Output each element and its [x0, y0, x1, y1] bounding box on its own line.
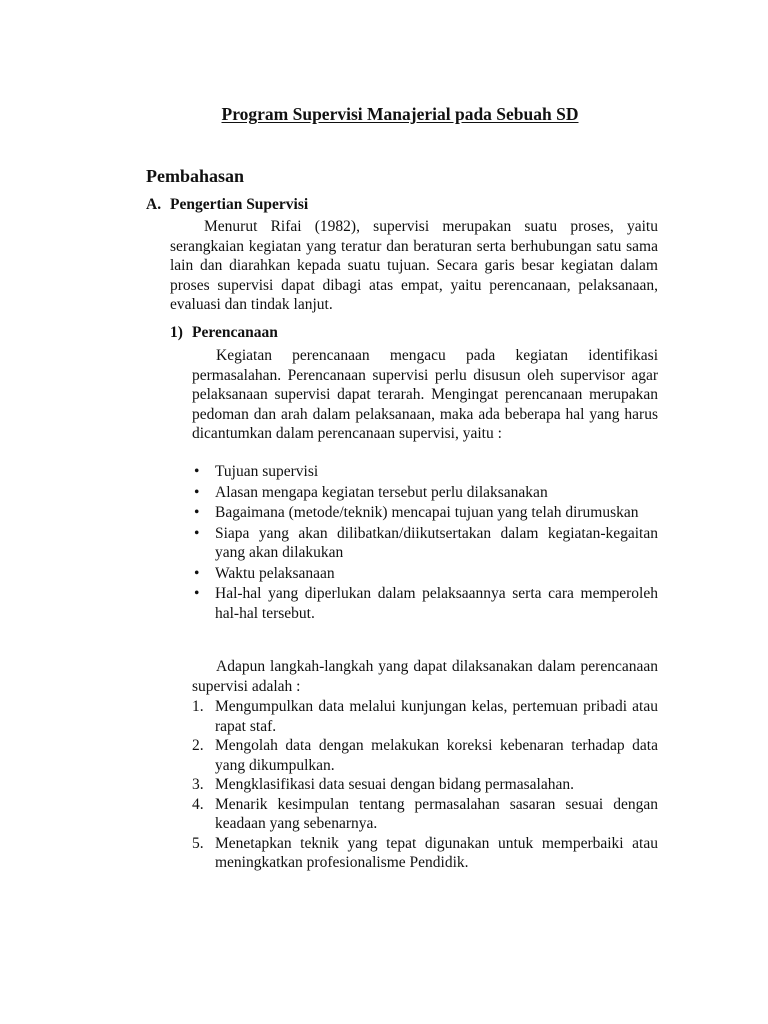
numbered-section-marker: 1)	[170, 324, 183, 341]
list-item	[192, 564, 658, 584]
bullet-icon: •	[194, 463, 200, 480]
list-item	[192, 503, 658, 523]
list-item	[192, 462, 658, 482]
bullet-icon: •	[194, 504, 200, 521]
step-item	[192, 736, 658, 775]
list-item	[192, 584, 658, 623]
numbered-section-heading	[170, 324, 278, 342]
step-text: Mengolah data dengan melakukan koreksi kebenaran terhadap data yang dikumpulkan.	[215, 737, 658, 774]
step-item	[192, 775, 658, 795]
list-item-text: Hal-hal yang diperlukan dalam pelaksaannya serta cara memperoleh hal-hal tersebut.	[215, 585, 658, 622]
document-title: Program Supervisi Manajerial pada Sebuah SD	[221, 104, 579, 124]
step-text: Mengklasifikasi data sesuai dengan bidang permasalahan.	[215, 776, 574, 793]
subsection-title: Pengertian Supervisi	[170, 196, 309, 213]
steps-list	[192, 697, 658, 873]
list-item-text: Bagaimana (metode/teknik) mencapai tujuan yang telah dirumuskan	[215, 504, 639, 521]
steps-intro-paragraph: Adapun langkah-langkah yang dapat dilaksanakan dalam perencanaan supervisi adalah :	[192, 658, 658, 695]
step-number: 4.	[192, 795, 204, 813]
section-heading: Pembahasan	[146, 166, 245, 186]
bullet-icon: •	[194, 564, 200, 582]
bullet-icon: •	[194, 585, 200, 602]
list-item-text: Alasan mengapa kegiatan tersebut perlu dilaksanakan	[215, 483, 548, 501]
list-item-text: Waktu pelaksanaan	[215, 564, 335, 582]
subsection-marker: A.	[146, 196, 162, 213]
planning-paragraph: Kegiatan perencanaan mengacu pada kegiatan identifikasi permasalahan. Perencanaan supervisi perlu disusun oleh supervisor agar pelaksanaan supervisi dapat terarah. Mengingat perencanaan merupakan pedoman dan arah dalam pelaksanaan, maka ada beberapa hal yang harus dicantumkan dalam perencanaan supervisi, yaitu :	[192, 347, 658, 442]
intro-paragraph: Menurut Rifai (1982), supervisi merupakan suatu proses, yaitu serangkaian kegiatan yang teratur dan beraturan serta berhubungan satu sama lain dan diarahkan kepada suatu tujuan. Secara garis besar kegiatan dalam proses supervisi dapat dibagi atas empat, yaitu perencanaan, pelaksanaan, evaluasi dan tindak lanjut.	[170, 218, 658, 313]
list-item-text: Siapa yang akan dilibatkan/diikutsertakan dalam kegiatan-kegaitan yang akan dilakukan	[215, 524, 658, 561]
step-number: 5.	[192, 834, 204, 852]
step-number: 3.	[192, 776, 204, 793]
planning-items-list	[192, 462, 658, 624]
step-item	[192, 697, 658, 736]
step-text: Menetapkan teknik yang tepat digunakan untuk memperbaiki atau meningkatkan profesionalisme Pendidik.	[215, 834, 658, 871]
step-number: 1.	[192, 698, 204, 715]
step-number: 2.	[192, 737, 204, 754]
bullet-icon: •	[194, 524, 200, 542]
step-text: Mengumpulkan data melalui kunjungan kelas, pertemuan pribadi atau rapat staf.	[215, 698, 658, 735]
step-item	[192, 795, 658, 834]
list-item	[192, 524, 658, 563]
step-text: Menarik kesimpulan tentang permasalahan sasaran sesuai dengan keadaan yang sebenarnya.	[215, 795, 658, 832]
step-item	[192, 834, 658, 873]
subsection-heading	[146, 196, 308, 214]
numbered-section-title: Perencanaan	[192, 324, 278, 341]
bullet-icon: •	[194, 483, 200, 501]
list-item	[192, 483, 658, 503]
list-item-text: Tujuan supervisi	[215, 463, 319, 480]
